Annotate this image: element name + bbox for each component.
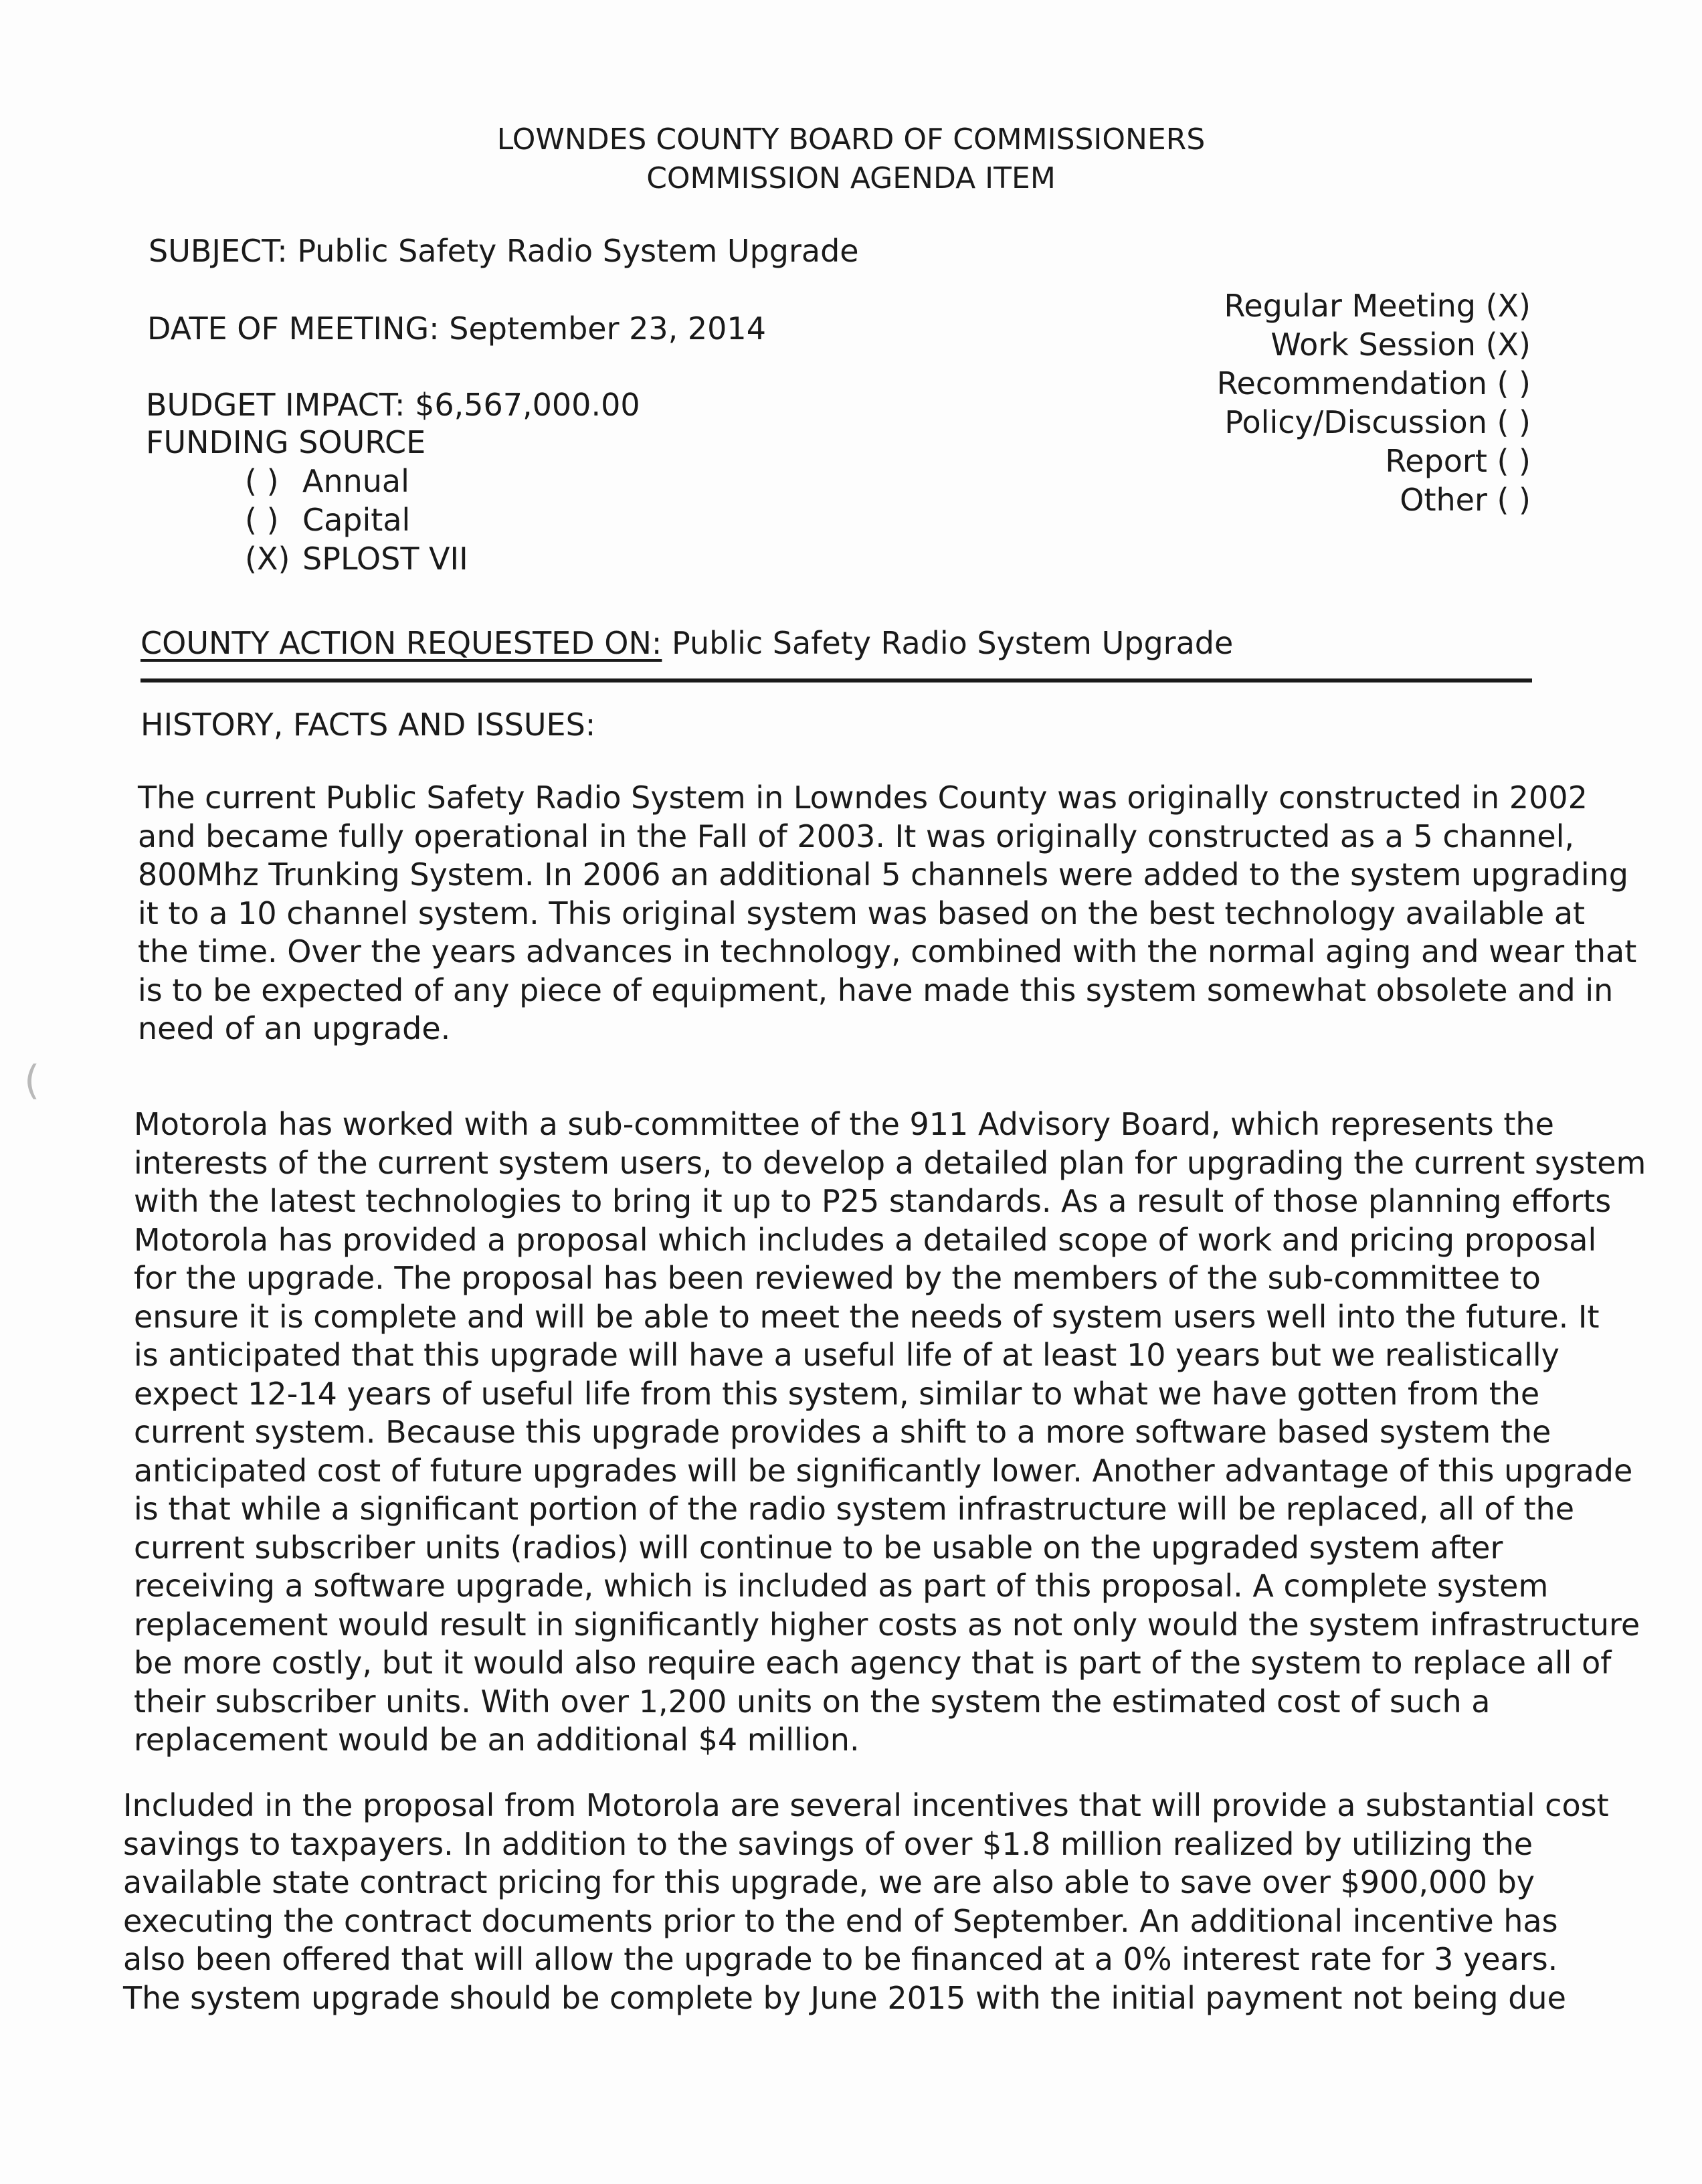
- paragraph-line: executing the contract documents prior to the end of September. An additional incentive has: [123, 1902, 1558, 1939]
- document-header-subtitle: COMMISSION AGENDA ITEM: [646, 161, 1056, 195]
- paragraph-line: also been offered that will allow the upgrade to be financed at a 0% interest rate for 3 years.: [123, 1941, 1558, 1977]
- funding-option-label: SPLOST VII: [302, 541, 468, 577]
- paragraph-line: The current Public Safety Radio System in Lowndes County was originally constructed in 2002: [138, 780, 1588, 816]
- funding-option-mark: ( ): [245, 502, 279, 538]
- paragraph-line: for the upgrade. The proposal has been reviewed by the members of the sub-committee to: [134, 1260, 1541, 1296]
- funding-source-label: FUNDING SOURCE: [146, 424, 426, 460]
- paragraph-line: savings to taxpayers. In addition to the savings of over $1.8 million realized by utilizing the: [123, 1825, 1533, 1862]
- funding-option-mark: ( ): [245, 463, 279, 499]
- paragraph-line: current system. Because this upgrade provides a shift to a more software based system the: [134, 1414, 1551, 1450]
- funding-option-label: Annual: [302, 463, 409, 499]
- paragraph-line: the time. Over the years advances in technology, combined with the normal aging and wear that: [138, 933, 1637, 970]
- meeting-type-regular: Regular Meeting (X): [1224, 288, 1531, 324]
- meeting-date-field: DATE OF MEETING: September 23, 2014: [147, 310, 766, 347]
- budget-impact-field: BUDGET IMPACT: $6,567,000.00: [146, 387, 640, 423]
- paragraph-line: be more costly, but it would also require each agency that is part of the system to replace all of: [134, 1645, 1612, 1681]
- paragraph-system-history: [138, 779, 1636, 1049]
- action-requested-value: Public Safety Radio System Upgrade: [662, 625, 1234, 661]
- paragraph-line: The system upgrade should be complete by June 2015 with the initial payment not being due: [123, 1979, 1566, 2016]
- paragraph-motorola-proposal: [134, 1105, 1646, 1760]
- paragraph-line: ensure it is complete and will be able to meet the needs of system users well into the future. It: [134, 1298, 1600, 1335]
- action-requested: [140, 624, 1233, 662]
- paragraph-line: with the latest technologies to bring it up to P25 standards. As a result of those planning efforts: [134, 1183, 1612, 1219]
- margin-scan-mark: (: [24, 1057, 40, 1104]
- funding-option-label: Capital: [302, 502, 411, 538]
- paragraph-line: is to be expected of any piece of equipment, have made this system somewhat obsolete and in: [138, 972, 1614, 1008]
- paragraph-line: it to a 10 channel system. This original system was based on the best technology available at: [138, 895, 1586, 931]
- funding-option-annual: [245, 462, 409, 500]
- funding-option-splost: [245, 539, 468, 578]
- paragraph-line: replacement would be an additional $4 million.: [134, 1722, 860, 1758]
- paragraph-line: is anticipated that this upgrade will have a useful life of at least 10 years but we realistically: [134, 1337, 1559, 1373]
- paragraph-line: expect 12-14 years of useful life from this system, similar to what we have gotten from the: [134, 1375, 1540, 1412]
- paragraph-line: and became fully operational in the Fall of 2003. It was originally constructed as a 5 channel,: [138, 818, 1575, 854]
- paragraph-line: their subscriber units. With over 1,200 units on the system the estimated cost of such a: [134, 1683, 1491, 1720]
- meeting-type-recommendation: Recommendation ( ): [1216, 365, 1531, 401]
- meeting-type-policy: Policy/Discussion ( ): [1224, 404, 1531, 440]
- funding-option-mark: (X): [245, 541, 290, 577]
- paragraph-line: current subscriber units (radios) will continue to be usable on the upgraded system after: [134, 1529, 1503, 1566]
- paragraph-line: replacement would result in significantly higher costs as not only would the system infrastructure: [134, 1606, 1640, 1643]
- meeting-type-list: [1217, 286, 1531, 519]
- paragraph-line: is that while a significant portion of the radio system infrastructure will be replaced, all of the: [134, 1491, 1574, 1527]
- funding-option-capital: [245, 500, 410, 539]
- document-header-title: LOWNDES COUNTY BOARD OF COMMISSIONERS: [496, 122, 1206, 157]
- meeting-type-other: Other ( ): [1400, 482, 1531, 518]
- paragraph-line: receiving a software upgrade, which is included as part of this proposal. A complete system: [134, 1568, 1549, 1604]
- meeting-type-work-session: Work Session (X): [1270, 327, 1531, 363]
- meeting-type-report: Report ( ): [1385, 443, 1531, 479]
- paragraph-line: Motorola has worked with a sub-committee of the 911 Advisory Board, which represents the: [134, 1106, 1554, 1142]
- paragraph-incentives: [123, 1787, 1609, 2017]
- section-divider: [140, 678, 1532, 682]
- paragraph-line: need of an upgrade.: [138, 1010, 451, 1046]
- subject-field: SUBJECT: Public Safety Radio System Upgrade: [149, 233, 859, 269]
- action-requested-label: COUNTY ACTION REQUESTED ON:: [140, 625, 662, 661]
- history-heading: HISTORY, FACTS AND ISSUES:: [140, 707, 596, 743]
- paragraph-line: anticipated cost of future upgrades will be significantly lower. Another advantage of this upgrade: [134, 1452, 1633, 1489]
- paragraph-line: 800Mhz Trunking System. In 2006 an additional 5 channels were added to the system upgrading: [138, 856, 1628, 893]
- paragraph-line: Motorola has provided a proposal which includes a detailed scope of work and pricing proposal: [134, 1221, 1597, 1258]
- paragraph-line: Included in the proposal from Motorola are several incentives that will provide a substantial cost: [123, 1787, 1609, 1823]
- paragraph-line: available state contract pricing for this upgrade, we are also able to save over $900,000 by: [123, 1864, 1535, 1900]
- paragraph-line: interests of the current system users, to develop a detailed plan for upgrading the current system: [134, 1144, 1646, 1181]
